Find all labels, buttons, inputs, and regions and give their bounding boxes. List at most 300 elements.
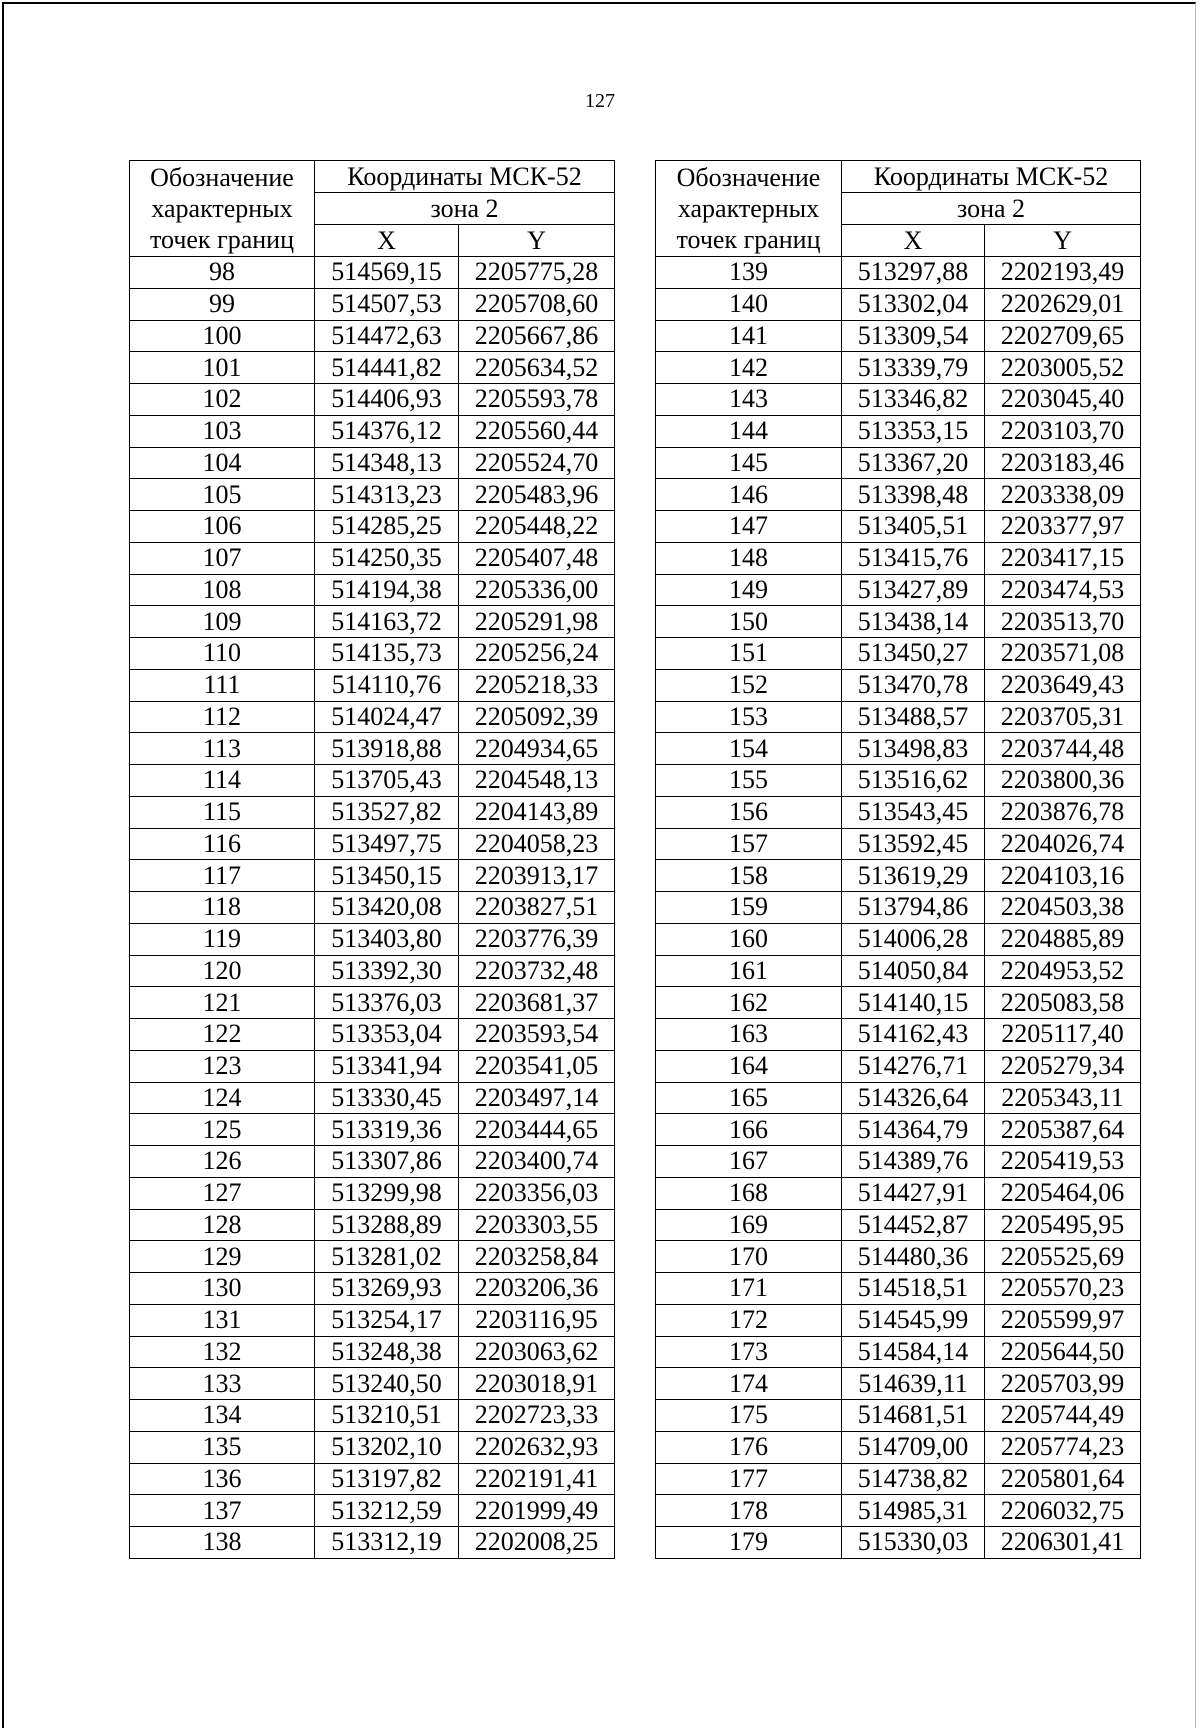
point-id-cell: 116 [130, 828, 315, 860]
point-id-cell: 136 [130, 1463, 315, 1495]
x-coordinate-cell: 513592,45 [842, 828, 985, 860]
x-coordinate-cell: 513353,04 [315, 1019, 459, 1051]
point-id-cell: 140 [656, 288, 842, 320]
y-coordinate-cell: 2203400,74 [459, 1146, 615, 1178]
x-coordinate-cell: 513438,14 [842, 606, 985, 638]
table-row [130, 352, 615, 384]
x-coordinate-cell: 513488,57 [842, 701, 985, 733]
table-row [130, 733, 615, 765]
y-coordinate-cell: 2205419,53 [985, 1146, 1141, 1178]
x-coordinate-cell: 514162,43 [842, 1019, 985, 1051]
x-coordinate-cell: 513302,04 [842, 288, 985, 320]
x-coordinate-cell: 513498,83 [842, 733, 985, 765]
y-coordinate-cell: 2206301,41 [985, 1527, 1141, 1559]
table-row [130, 955, 615, 987]
point-id-cell: 178 [656, 1495, 842, 1527]
table-row [656, 447, 1141, 479]
table-row [656, 1368, 1141, 1400]
table-row [656, 638, 1141, 670]
x-coordinate-cell: 514518,51 [842, 1273, 985, 1305]
y-coordinate-cell: 2205464,06 [985, 1177, 1141, 1209]
table-row [656, 733, 1141, 765]
y-coordinate-cell: 2205343,11 [985, 1082, 1141, 1114]
x-coordinate-cell: 514194,38 [315, 574, 459, 606]
x-coordinate-cell: 513353,15 [842, 415, 985, 447]
y-coordinate-cell: 2205708,60 [459, 288, 615, 320]
point-id-cell: 109 [130, 606, 315, 638]
point-id-cell: 148 [656, 542, 842, 574]
y-coordinate-cell: 2203338,09 [985, 479, 1141, 511]
table-row [656, 828, 1141, 860]
table-row [130, 1114, 615, 1146]
point-id-cell: 171 [656, 1273, 842, 1305]
x-coordinate-cell: 514985,31 [842, 1495, 985, 1527]
header-coordinates-line-2: зона 2 [315, 193, 615, 225]
y-coordinate-cell: 2203258,84 [459, 1241, 615, 1273]
header-point-designation [130, 161, 315, 257]
table-row [656, 1463, 1141, 1495]
x-coordinate-cell: 513341,94 [315, 1050, 459, 1082]
point-id-cell: 153 [656, 701, 842, 733]
y-coordinate-cell: 2204503,38 [985, 892, 1141, 924]
header-point-line-3: точек границ [676, 225, 821, 254]
x-coordinate-cell: 514163,72 [315, 606, 459, 638]
table-row [656, 479, 1141, 511]
y-coordinate-cell: 2203571,08 [985, 638, 1141, 670]
table-row [130, 1209, 615, 1241]
x-coordinate-cell: 513376,03 [315, 987, 459, 1019]
table-row [130, 669, 615, 701]
y-coordinate-cell: 2205336,00 [459, 574, 615, 606]
point-id-cell: 161 [656, 955, 842, 987]
x-coordinate-cell: 513367,20 [842, 447, 985, 479]
x-coordinate-cell: 513918,88 [315, 733, 459, 765]
point-id-cell: 154 [656, 733, 842, 765]
header-coordinates-line-2: зона 2 [842, 193, 1141, 225]
x-coordinate-cell: 513330,45 [315, 1082, 459, 1114]
x-coordinate-cell: 513346,82 [842, 384, 985, 416]
x-coordinate-cell: 514313,23 [315, 479, 459, 511]
x-coordinate-cell: 513210,51 [315, 1400, 459, 1432]
y-coordinate-cell: 2205744,49 [985, 1400, 1141, 1432]
table-row [130, 288, 615, 320]
point-id-cell: 175 [656, 1400, 842, 1432]
point-id-cell: 174 [656, 1368, 842, 1400]
point-id-cell: 110 [130, 638, 315, 670]
table-row [656, 415, 1141, 447]
x-coordinate-cell: 513403,80 [315, 923, 459, 955]
y-coordinate-cell: 2203103,70 [985, 415, 1141, 447]
y-coordinate-cell: 2205560,44 [459, 415, 615, 447]
x-coordinate-cell: 513470,78 [842, 669, 985, 701]
x-coordinate-cell: 513392,30 [315, 955, 459, 987]
table-row [130, 574, 615, 606]
point-id-cell: 138 [130, 1527, 315, 1559]
point-id-cell: 173 [656, 1336, 842, 1368]
point-id-cell: 107 [130, 542, 315, 574]
y-coordinate-cell: 2203732,48 [459, 955, 615, 987]
y-coordinate-cell: 2204103,16 [985, 860, 1141, 892]
point-id-cell: 122 [130, 1019, 315, 1051]
x-coordinate-cell: 513427,89 [842, 574, 985, 606]
y-coordinate-cell: 2203018,91 [459, 1368, 615, 1400]
x-coordinate-cell: 514364,79 [842, 1114, 985, 1146]
y-coordinate-cell: 2204548,13 [459, 765, 615, 797]
point-id-cell: 115 [130, 796, 315, 828]
x-coordinate-cell: 513212,59 [315, 1495, 459, 1527]
table-row [656, 1400, 1141, 1432]
table-row [130, 1495, 615, 1527]
y-coordinate-cell: 2203513,70 [985, 606, 1141, 638]
y-coordinate-cell: 2205483,96 [459, 479, 615, 511]
table-row [130, 1368, 615, 1400]
point-id-cell: 98 [130, 257, 315, 289]
table-row [130, 1463, 615, 1495]
y-coordinate-cell: 2203005,52 [985, 352, 1141, 384]
x-coordinate-cell: 514441,82 [315, 352, 459, 384]
y-coordinate-cell: 2205524,70 [459, 447, 615, 479]
y-coordinate-cell: 2206032,75 [985, 1495, 1141, 1527]
x-coordinate-cell: 515330,03 [842, 1527, 985, 1559]
table-row [656, 257, 1141, 289]
point-id-cell: 119 [130, 923, 315, 955]
y-coordinate-cell: 2203377,97 [985, 511, 1141, 543]
y-coordinate-cell: 2203063,62 [459, 1336, 615, 1368]
table-row [656, 701, 1141, 733]
x-coordinate-cell: 514285,25 [315, 511, 459, 543]
point-id-cell: 114 [130, 765, 315, 797]
table-row [130, 1273, 615, 1305]
point-id-cell: 146 [656, 479, 842, 511]
point-id-cell: 130 [130, 1273, 315, 1305]
table-row [656, 1082, 1141, 1114]
y-coordinate-cell: 2204026,74 [985, 828, 1141, 860]
table-row [656, 955, 1141, 987]
x-coordinate-cell: 513269,93 [315, 1273, 459, 1305]
point-id-cell: 142 [656, 352, 842, 384]
table-row [656, 860, 1141, 892]
y-coordinate-cell: 2204058,23 [459, 828, 615, 860]
table-row [130, 892, 615, 924]
point-id-cell: 170 [656, 1241, 842, 1273]
table-row [130, 796, 615, 828]
x-coordinate-cell: 513705,43 [315, 765, 459, 797]
point-id-cell: 155 [656, 765, 842, 797]
x-coordinate-cell: 513202,10 [315, 1431, 459, 1463]
table-row [130, 701, 615, 733]
y-coordinate-cell: 2205218,33 [459, 669, 615, 701]
x-coordinate-cell: 513319,36 [315, 1114, 459, 1146]
point-id-cell: 117 [130, 860, 315, 892]
x-coordinate-cell: 514050,84 [842, 955, 985, 987]
y-coordinate-cell: 2205774,23 [985, 1431, 1141, 1463]
y-coordinate-cell: 2202723,33 [459, 1400, 615, 1432]
point-id-cell: 129 [130, 1241, 315, 1273]
y-coordinate-cell: 2205593,78 [459, 384, 615, 416]
point-id-cell: 101 [130, 352, 315, 384]
table-row [656, 765, 1141, 797]
table-row [656, 987, 1141, 1019]
y-coordinate-cell: 2205448,22 [459, 511, 615, 543]
y-coordinate-cell: 2204885,89 [985, 923, 1141, 955]
point-id-cell: 120 [130, 955, 315, 987]
y-coordinate-cell: 2203356,03 [459, 1177, 615, 1209]
x-coordinate-cell: 514140,15 [842, 987, 985, 1019]
y-coordinate-cell: 2204934,65 [459, 733, 615, 765]
y-coordinate-cell: 2203876,78 [985, 796, 1141, 828]
table-row [130, 860, 615, 892]
x-coordinate-cell: 513420,08 [315, 892, 459, 924]
x-coordinate-cell: 514738,82 [842, 1463, 985, 1495]
x-coordinate-cell: 514681,51 [842, 1400, 985, 1432]
point-id-cell: 126 [130, 1146, 315, 1178]
x-coordinate-cell: 514452,87 [842, 1209, 985, 1241]
table-row [656, 892, 1141, 924]
point-id-cell: 132 [130, 1336, 315, 1368]
x-coordinate-cell: 514480,36 [842, 1241, 985, 1273]
header-point-line-2: характерных [677, 194, 820, 223]
point-id-cell: 156 [656, 796, 842, 828]
y-coordinate-cell: 2203776,39 [459, 923, 615, 955]
point-id-cell: 106 [130, 511, 315, 543]
y-coordinate-cell: 2205083,58 [985, 987, 1141, 1019]
point-id-cell: 113 [130, 733, 315, 765]
x-coordinate-cell: 513339,79 [842, 352, 985, 384]
y-coordinate-cell: 2203800,36 [985, 765, 1141, 797]
point-id-cell: 143 [656, 384, 842, 416]
table-row [130, 1336, 615, 1368]
x-coordinate-cell: 513450,15 [315, 860, 459, 892]
table-row [130, 1527, 615, 1559]
x-coordinate-cell: 514639,11 [842, 1368, 985, 1400]
x-coordinate-cell: 514110,76 [315, 669, 459, 701]
point-id-cell: 102 [130, 384, 315, 416]
y-coordinate-cell: 2205525,69 [985, 1241, 1141, 1273]
y-coordinate-cell: 2203649,43 [985, 669, 1141, 701]
y-coordinate-cell: 2202629,01 [985, 288, 1141, 320]
y-coordinate-cell: 2205495,95 [985, 1209, 1141, 1241]
x-coordinate-cell: 513197,82 [315, 1463, 459, 1495]
y-coordinate-cell: 2203474,53 [985, 574, 1141, 606]
y-coordinate-cell: 2202632,93 [459, 1431, 615, 1463]
y-coordinate-cell: 2203417,15 [985, 542, 1141, 574]
y-coordinate-cell: 2205387,64 [985, 1114, 1141, 1146]
table-row [656, 796, 1141, 828]
table-row [656, 288, 1141, 320]
y-coordinate-cell: 2203705,31 [985, 701, 1141, 733]
point-id-cell: 145 [656, 447, 842, 479]
y-coordinate-cell: 2203681,37 [459, 987, 615, 1019]
table-row [130, 1019, 615, 1051]
table-row [130, 511, 615, 543]
point-id-cell: 141 [656, 320, 842, 352]
y-coordinate-cell: 2205599,97 [985, 1304, 1141, 1336]
point-id-cell: 169 [656, 1209, 842, 1241]
table-row [130, 447, 615, 479]
point-id-cell: 100 [130, 320, 315, 352]
point-id-cell: 128 [130, 1209, 315, 1241]
table-row [130, 923, 615, 955]
point-id-cell: 163 [656, 1019, 842, 1051]
table-row [656, 1304, 1141, 1336]
header-x: X [842, 225, 985, 257]
point-id-cell: 149 [656, 574, 842, 606]
point-id-cell: 151 [656, 638, 842, 670]
y-coordinate-cell: 2205117,40 [985, 1019, 1141, 1051]
table-row [656, 1146, 1141, 1178]
y-coordinate-cell: 2203444,65 [459, 1114, 615, 1146]
y-coordinate-cell: 2203497,14 [459, 1082, 615, 1114]
y-coordinate-cell: 2204143,89 [459, 796, 615, 828]
x-coordinate-cell: 513288,89 [315, 1209, 459, 1241]
x-coordinate-cell: 513516,62 [842, 765, 985, 797]
x-coordinate-cell: 513297,88 [842, 257, 985, 289]
point-id-cell: 152 [656, 669, 842, 701]
point-id-cell: 99 [130, 288, 315, 320]
x-coordinate-cell: 514376,12 [315, 415, 459, 447]
point-id-cell: 167 [656, 1146, 842, 1178]
x-coordinate-cell: 514427,91 [842, 1177, 985, 1209]
point-id-cell: 157 [656, 828, 842, 860]
x-coordinate-cell: 513312,19 [315, 1527, 459, 1559]
y-coordinate-cell: 2205667,86 [459, 320, 615, 352]
x-coordinate-cell: 513309,54 [842, 320, 985, 352]
point-id-cell: 127 [130, 1177, 315, 1209]
y-coordinate-cell: 2205703,99 [985, 1368, 1141, 1400]
point-id-cell: 131 [130, 1304, 315, 1336]
table-row [656, 1177, 1141, 1209]
point-id-cell: 121 [130, 987, 315, 1019]
x-coordinate-cell: 513527,82 [315, 796, 459, 828]
x-coordinate-cell: 514406,93 [315, 384, 459, 416]
table-row [130, 384, 615, 416]
y-coordinate-cell: 2203183,46 [985, 447, 1141, 479]
point-id-cell: 166 [656, 1114, 842, 1146]
x-coordinate-cell: 513405,51 [842, 511, 985, 543]
y-coordinate-cell: 2205644,50 [985, 1336, 1141, 1368]
table-row [656, 1431, 1141, 1463]
table-row [130, 1082, 615, 1114]
table-row [656, 1495, 1141, 1527]
header-point-line-1: Обозначение [150, 163, 294, 192]
point-id-cell: 133 [130, 1368, 315, 1400]
y-coordinate-cell: 2203116,95 [459, 1304, 615, 1336]
y-coordinate-cell: 2203827,51 [459, 892, 615, 924]
header-point-line-3: точек границ [149, 225, 295, 254]
page-number: 127 [585, 90, 615, 112]
point-id-cell: 168 [656, 1177, 842, 1209]
table-row [656, 606, 1141, 638]
x-coordinate-cell: 513794,86 [842, 892, 985, 924]
point-id-cell: 150 [656, 606, 842, 638]
x-coordinate-cell: 514348,13 [315, 447, 459, 479]
point-id-cell: 162 [656, 987, 842, 1019]
point-id-cell: 105 [130, 479, 315, 511]
x-coordinate-cell: 514569,15 [315, 257, 459, 289]
x-coordinate-cell: 514024,47 [315, 701, 459, 733]
table-row [130, 320, 615, 352]
y-coordinate-cell: 2204953,52 [985, 955, 1141, 987]
point-id-cell: 144 [656, 415, 842, 447]
table-row [130, 1431, 615, 1463]
x-coordinate-cell: 513398,48 [842, 479, 985, 511]
x-coordinate-cell: 514135,73 [315, 638, 459, 670]
point-id-cell: 160 [656, 923, 842, 955]
y-coordinate-cell: 2205407,48 [459, 542, 615, 574]
header-x: X [315, 225, 459, 257]
x-coordinate-cell: 513281,02 [315, 1241, 459, 1273]
table-row [656, 320, 1141, 352]
x-coordinate-cell: 513415,76 [842, 542, 985, 574]
table-row [130, 542, 615, 574]
point-id-cell: 165 [656, 1082, 842, 1114]
header-y: Y [459, 225, 615, 257]
coordinates-table-left [129, 160, 615, 1559]
table-row [656, 384, 1141, 416]
table-row [656, 352, 1141, 384]
table-row [656, 1241, 1141, 1273]
table-row [130, 606, 615, 638]
table-row [656, 1019, 1141, 1051]
table-row [656, 1336, 1141, 1368]
y-coordinate-cell: 2205256,24 [459, 638, 615, 670]
point-id-cell: 139 [656, 257, 842, 289]
table-row [656, 1050, 1141, 1082]
point-id-cell: 179 [656, 1527, 842, 1559]
header-point-designation [656, 161, 842, 257]
y-coordinate-cell: 2205570,23 [985, 1273, 1141, 1305]
y-coordinate-cell: 2203045,40 [985, 384, 1141, 416]
point-id-cell: 112 [130, 701, 315, 733]
x-coordinate-cell: 514507,53 [315, 288, 459, 320]
y-coordinate-cell: 2203541,05 [459, 1050, 615, 1082]
y-coordinate-cell: 2203913,17 [459, 860, 615, 892]
table-row [656, 923, 1141, 955]
point-id-cell: 137 [130, 1495, 315, 1527]
header-coordinates-line-1: Координаты МСК-52 [842, 161, 1141, 193]
table-row [130, 987, 615, 1019]
table-row [130, 1241, 615, 1273]
point-id-cell: 118 [130, 892, 315, 924]
point-id-cell: 123 [130, 1050, 315, 1082]
table-row [656, 1114, 1141, 1146]
x-coordinate-cell: 514545,99 [842, 1304, 985, 1336]
table-row [130, 257, 615, 289]
point-id-cell: 164 [656, 1050, 842, 1082]
table-row [130, 1050, 615, 1082]
y-coordinate-cell: 2202709,65 [985, 320, 1141, 352]
x-coordinate-cell: 513619,29 [842, 860, 985, 892]
table-row [130, 479, 615, 511]
y-coordinate-cell: 2205092,39 [459, 701, 615, 733]
point-id-cell: 147 [656, 511, 842, 543]
x-coordinate-cell: 514389,76 [842, 1146, 985, 1178]
y-coordinate-cell: 2205775,28 [459, 257, 615, 289]
y-coordinate-cell: 2205291,98 [459, 606, 615, 638]
point-id-cell: 134 [130, 1400, 315, 1432]
y-coordinate-cell: 2203206,36 [459, 1273, 615, 1305]
header-y: Y [985, 225, 1141, 257]
x-coordinate-cell: 513299,98 [315, 1177, 459, 1209]
point-id-cell: 159 [656, 892, 842, 924]
x-coordinate-cell: 514709,00 [842, 1431, 985, 1463]
header-coordinates-line-1: Координаты МСК-52 [315, 161, 615, 193]
point-id-cell: 135 [130, 1431, 315, 1463]
table-row [656, 574, 1141, 606]
table-row [130, 638, 615, 670]
x-coordinate-cell: 513254,17 [315, 1304, 459, 1336]
point-id-cell: 177 [656, 1463, 842, 1495]
